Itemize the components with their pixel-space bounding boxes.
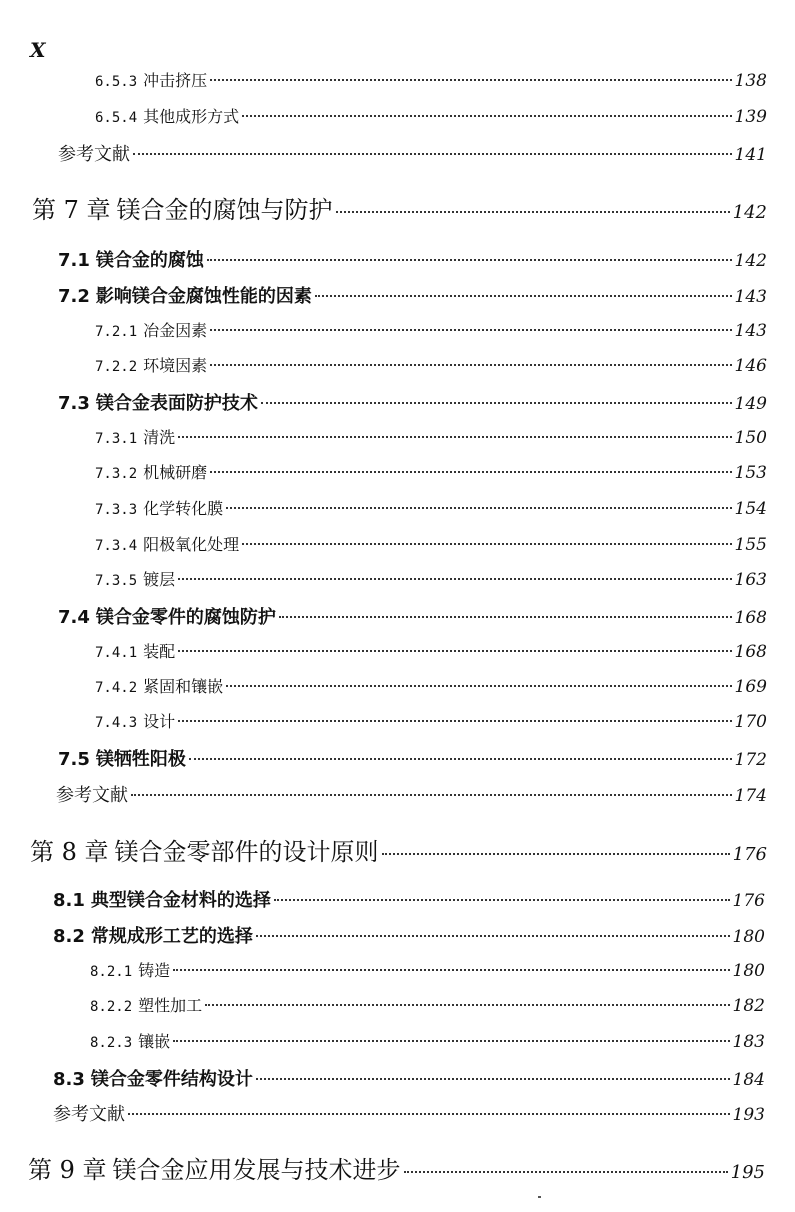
dot-leader [336,211,730,213]
toc-entry-8-1[interactable] [53,886,765,912]
toc-entry-6-5-3[interactable] [95,68,767,91]
dot-leader [256,935,730,937]
dot-leader [404,1171,728,1173]
toc-entry-page: 153 [734,463,767,483]
dot-leader [210,364,731,366]
toc-entry-page: 141 [734,145,767,165]
toc-entry-title: 铸造 [138,961,171,980]
toc-entry-page: 184 [732,1070,765,1090]
toc-entry-number: 8.2.1 [90,964,133,980]
toc-entry-number: 6.5.3 [95,74,138,90]
dot-leader [173,1040,729,1042]
toc-entry-page: 142 [732,202,767,223]
toc-entry-page: 154 [734,499,767,519]
toc-entry-title: 冲击挤压 [143,71,208,90]
toc-entry-title: 镁合金零件结构设计 [90,1069,253,1090]
dot-leader [382,853,730,855]
toc-entry-8-2[interactable] [53,922,765,948]
dot-leader [173,969,729,971]
toc-entry-7-4[interactable] [58,603,767,629]
toc-entry-number: 7.3 [58,393,90,414]
dot-leader [226,685,731,687]
dot-leader [279,616,732,618]
dot-leader [178,578,731,580]
toc-entry-page: 193 [732,1105,765,1125]
toc-entry-title: 参考文献 [56,785,128,806]
dot-leader [210,79,731,81]
toc-entry-page: 150 [734,428,767,448]
toc-entry-title: 化学转化膜 [143,499,224,518]
toc-entry-7-3-5[interactable] [95,567,767,590]
toc-entry-7-2[interactable] [58,282,767,308]
toc-entry-page: 155 [734,535,767,555]
toc-entry-number: 8.2.3 [90,1035,133,1051]
toc-entry-page: 172 [734,750,767,770]
toc-entry-7-1[interactable] [58,246,767,272]
toc-entry-7-3[interactable] [58,389,767,415]
toc-entry-8-2-1[interactable] [90,958,765,981]
toc-entry-number: 7.4 [58,607,90,628]
toc-entry-number: 8.2.2 [90,999,133,1015]
toc-entry-number: 8.3 [53,1069,85,1090]
toc-entry-number: 7.3.3 [95,502,138,518]
toc-entry-title: 其他成形方式 [143,107,240,126]
toc-entry-references-ch8[interactable] [53,1100,765,1126]
toc-entry-title: 参考文献 [58,144,130,165]
toc-entry-number: 7.3.5 [95,573,138,589]
toc-entry-number: 7.3.2 [95,466,138,482]
dot-leader [210,471,731,473]
dot-leader [315,295,732,297]
toc-entry-7-2-2[interactable] [95,353,767,376]
dot-leader [226,507,731,509]
toc-entry-number: 7.2 [58,286,90,307]
toc-entry-page: 170 [734,712,767,732]
toc-entry-title: 环境因素 [143,356,208,375]
dot-leader [261,402,732,404]
toc-entry-7-3-2[interactable] [95,460,767,483]
dot-leader [131,794,732,796]
toc-entry-7-4-3[interactable] [95,709,767,732]
toc-entry-number: 7.1 [58,250,90,271]
toc-chapter-number: 第 8 章 [30,838,109,866]
dot-leader [178,720,731,722]
toc-entry-number: 7.3.4 [95,538,138,554]
dot-leader [242,115,731,117]
toc-entry-number: 7.4.1 [95,645,138,661]
toc-entry-page: 163 [734,570,767,590]
toc-entry-references-ch6[interactable] [58,140,767,166]
toc-chapter-title: 镁合金零部件的设计原则 [114,838,379,866]
dot-leader [178,436,731,438]
toc-entry-page: 143 [734,321,767,341]
toc-entry-title: 镁合金表面防护技术 [95,393,258,414]
dot-leader [242,543,731,545]
toc-entry-page: 180 [732,927,765,947]
toc-entry-number: 8.2 [53,926,85,947]
toc-entry-title: 镁牺牲阳极 [95,749,186,770]
toc-chapter-number: 第 7 章 [32,196,111,224]
toc-entry-page: 149 [734,394,767,414]
toc-entry-number: 8.1 [53,890,85,911]
toc-entry-title: 塑性加工 [138,996,203,1015]
toc-entry-title: 冶金因素 [143,321,208,340]
toc-entry-7-5[interactable] [58,745,767,771]
toc-entry-number: 7.4.2 [95,680,138,696]
toc-entry-number: 6.5.4 [95,110,138,126]
toc-entry-7-4-2[interactable] [95,674,767,697]
toc-chapter-7[interactable] [32,190,767,225]
toc-entry-title: 装配 [143,642,176,661]
toc-entry-page: 168 [734,608,767,628]
toc-entry-7-3-3[interactable] [95,496,767,519]
toc-entry-7-2-1[interactable] [95,318,767,341]
toc-entry-number: 7.4.3 [95,715,138,731]
dot-leader [178,650,731,652]
toc-chapter-number: 第 9 章 [28,1156,107,1184]
toc-entry-page: 195 [730,1162,765,1183]
toc-entry-page: 139 [734,107,767,127]
toc-entry-8-3[interactable] [53,1065,765,1091]
toc-entry-8-2-3[interactable] [90,1029,765,1052]
scan-speck [538,1196,541,1198]
toc-entry-number: 7.2.2 [95,359,138,375]
toc-entry-page: 142 [734,251,767,271]
toc-entry-title: 镁合金零件的腐蚀防护 [95,607,276,628]
dot-leader [210,329,731,331]
toc-entry-title: 镶嵌 [138,1032,171,1051]
toc-entry-page: 174 [734,786,767,806]
toc-entry-title: 机械研磨 [143,463,208,482]
toc-entry-page: 180 [732,961,765,981]
dot-leader [133,153,732,155]
toc-chapter-title: 镁合金的腐蚀与防护 [116,196,333,224]
toc-entry-title: 阳极氧化处理 [143,535,240,554]
dot-leader [207,259,732,261]
toc-entry-page: 182 [732,996,765,1016]
page-number-roman: X [30,38,46,62]
toc-entry-page: 146 [734,356,767,376]
toc-entry-page: 143 [734,287,767,307]
toc-entry-title: 清洗 [143,428,176,447]
toc-entry-title: 紧固和镶嵌 [143,677,224,696]
toc-chapter-8[interactable] [30,832,767,867]
toc-chapter-title: 镁合金应用发展与技术进步 [112,1156,401,1184]
toc-entry-page: 138 [734,71,767,91]
toc-entry-page: 168 [734,642,767,662]
toc-chapter-9[interactable] [28,1150,765,1185]
dot-leader [128,1113,730,1115]
toc-entry-page: 183 [732,1032,765,1052]
toc-entry-title: 设计 [143,712,176,731]
toc-entry-number: 7.2.1 [95,324,138,340]
toc-entry-7-4-1[interactable] [95,639,767,662]
toc-entry-8-2-2[interactable] [90,993,765,1016]
toc-entry-page: 176 [732,891,765,911]
toc-entry-title: 参考文献 [53,1104,125,1125]
toc-entry-7-3-1[interactable] [95,425,767,448]
dot-leader [274,899,730,901]
dot-leader [189,758,732,760]
toc-entry-7-3-4[interactable] [95,532,767,555]
toc-entry-page: 169 [734,677,767,697]
dot-leader [205,1004,729,1006]
toc-entry-title: 典型镁合金材料的选择 [90,890,271,911]
toc-entry-number: 7.3.1 [95,431,138,447]
dot-leader [256,1078,730,1080]
toc-entry-title: 镁合金的腐蚀 [95,250,204,271]
toc-entry-references-ch7[interactable] [56,781,767,807]
toc-entry-title: 影响镁合金腐蚀性能的因素 [95,286,312,307]
toc-entry-6-5-4[interactable] [95,104,767,127]
toc-entry-page: 176 [732,844,767,865]
toc-entry-title: 镀层 [143,570,176,589]
toc-entry-title: 常规成形工艺的选择 [90,926,253,947]
toc-entry-number: 7.5 [58,749,90,770]
